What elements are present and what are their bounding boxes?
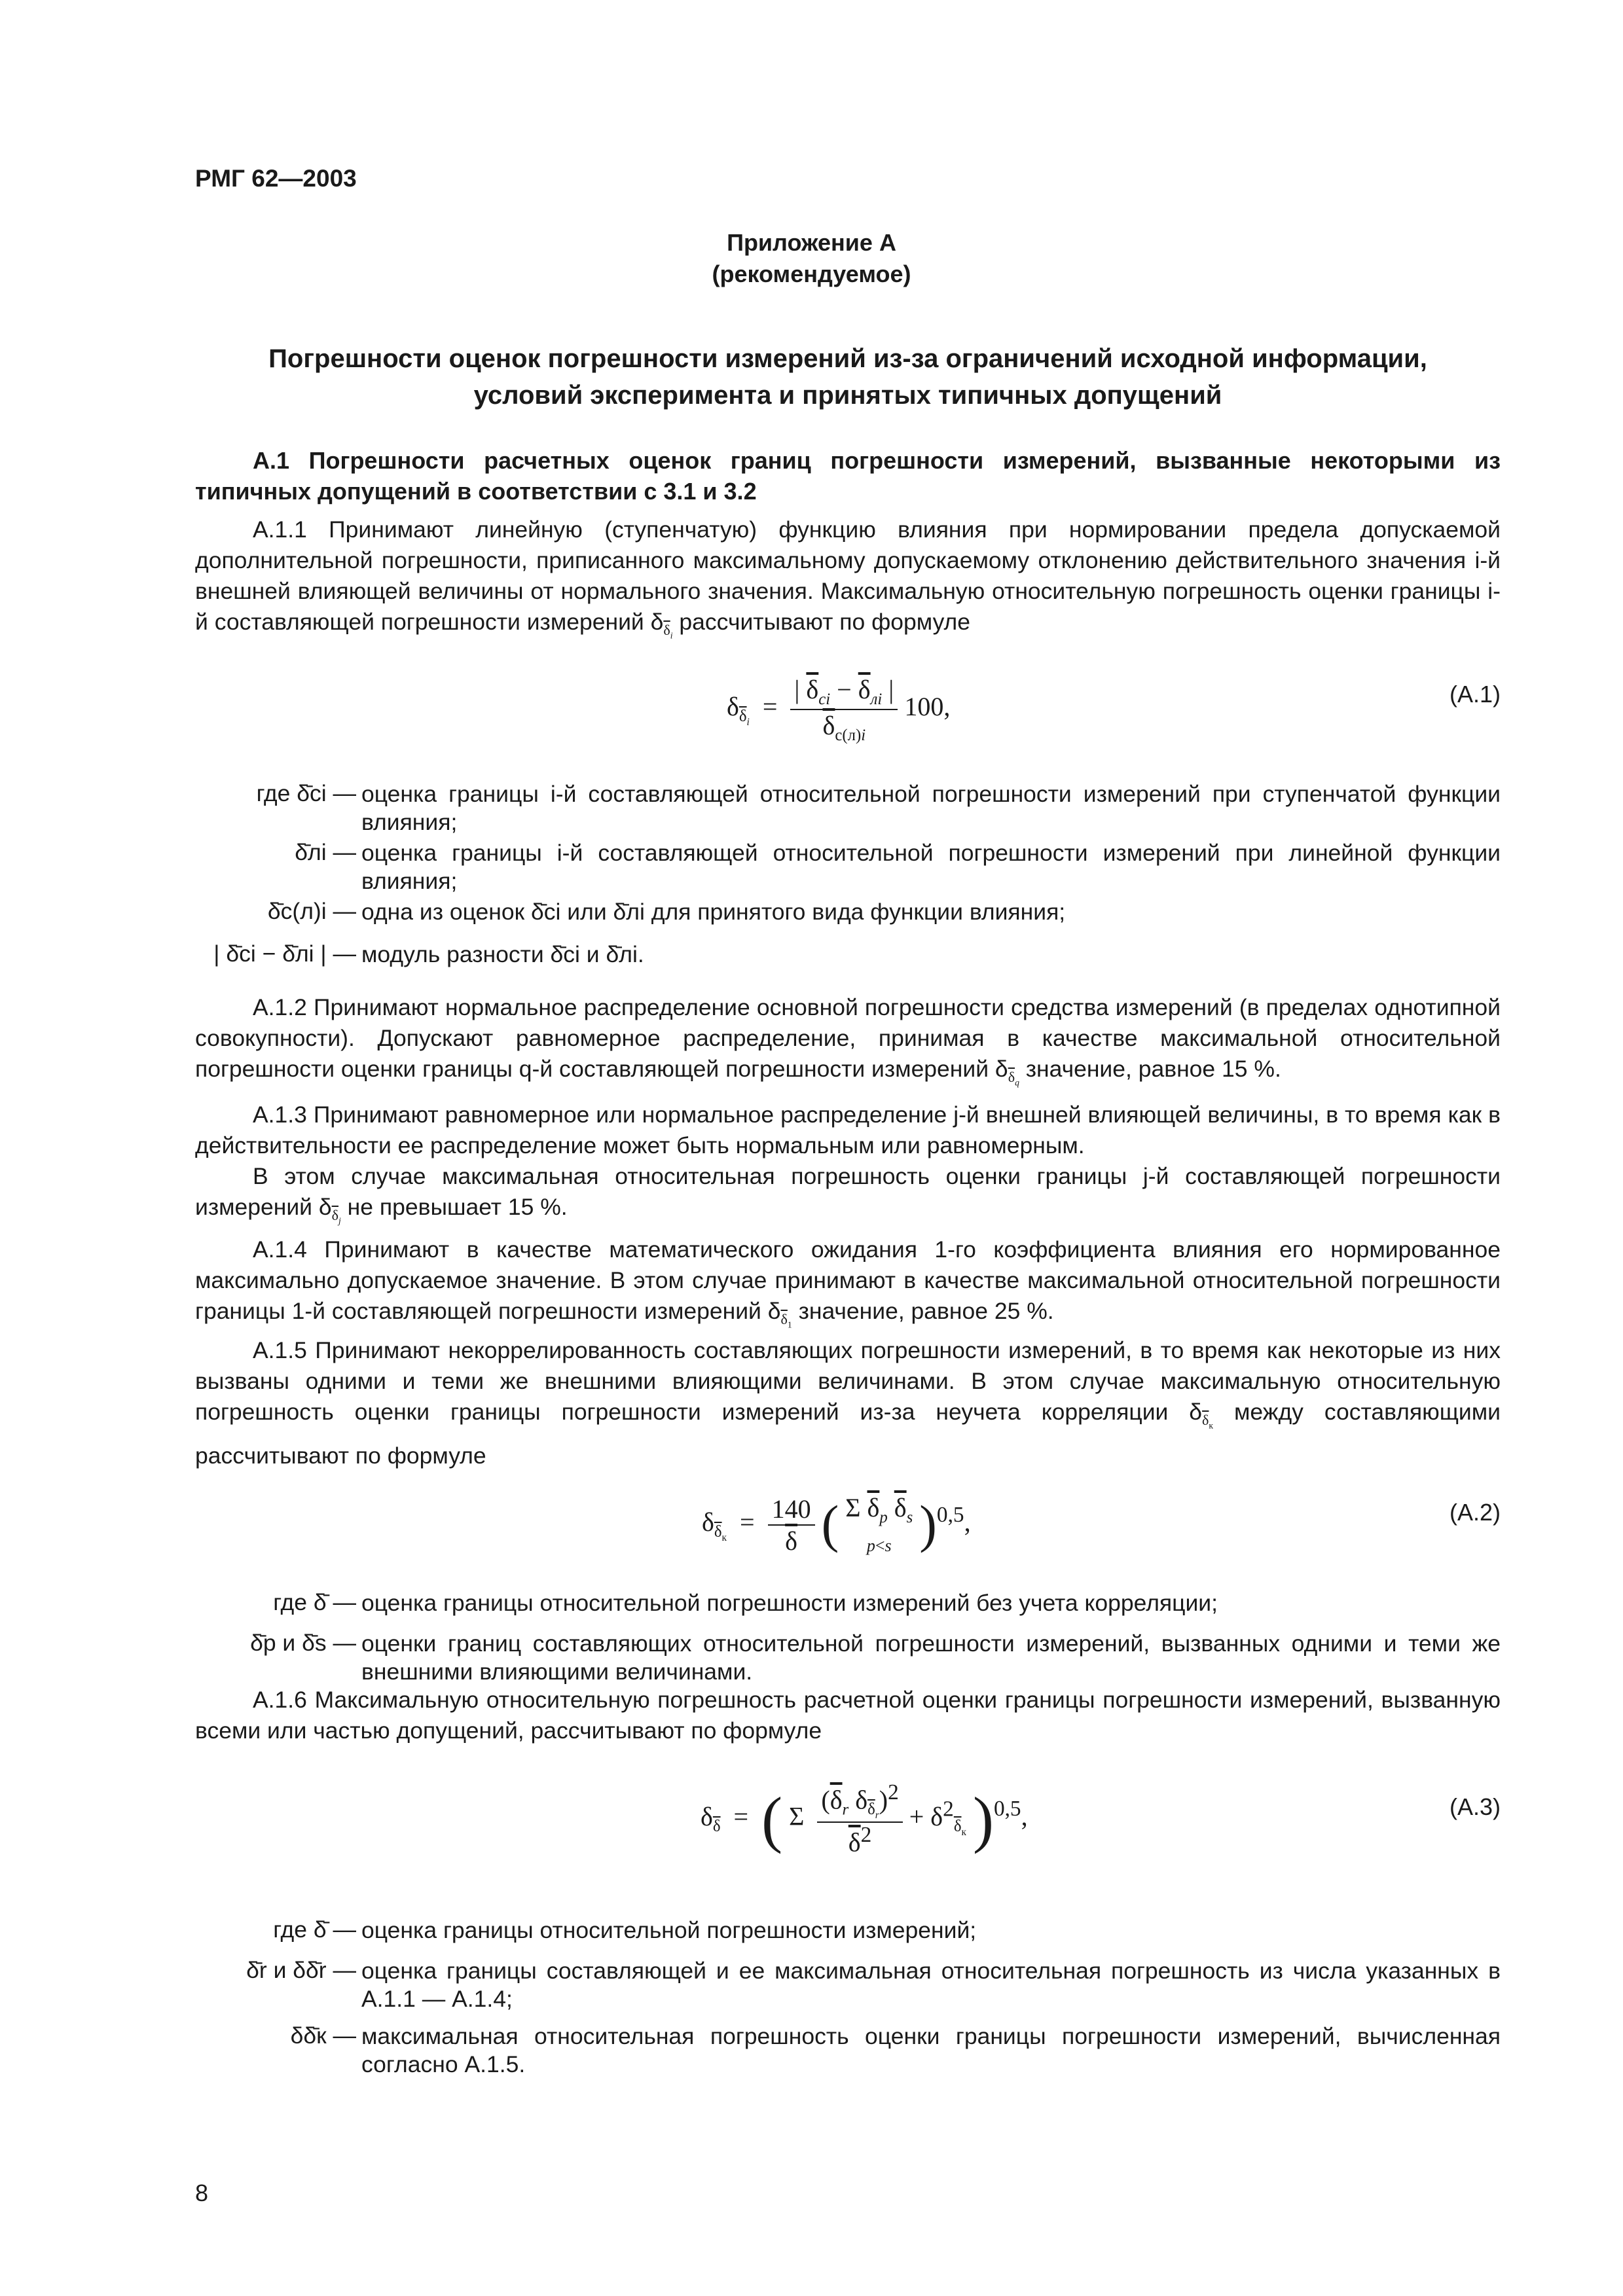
where2-text-0: оценка границы относительной погрешности измерений без учета корреляции; bbox=[361, 1590, 1218, 1616]
paragraph-a15-text: А.1.5 Принимают некоррелированность составляющих погрешности измерений, в то время как некоторые из них вызваны одними и теми же внешними влияющими величинами. В этом случае максимальную относительную погрешность оценки границы погрешности измерений из-за неучета корреляции δ bbox=[195, 1337, 1501, 1425]
paragraph-a13-text2: В этом случае максимальная относительная погрешность оценки границы j-й составляющей погрешности измерений δ bbox=[195, 1163, 1501, 1220]
document-code: РМГ 62—2003 bbox=[195, 165, 357, 192]
where1-label-3: | δ̄ci − δ̄лi | — bbox=[213, 941, 356, 967]
section-a1-heading-text: А.1 Погрешности расчетных оценок границ погрешности измерений, вызванные некоторыми из типичных допущений в соответствии с 3.1 и 3.2 bbox=[195, 447, 1501, 505]
paragraph-a13: А.1.3 Принимают равномерное или нормальное распределение j-й внешней влияющей величины, в то время как в действительности ее распределение может быть нормальным или равномерным. В этом случае максимальная относительная погрешность оценки границы j-й составляющей погрешности измерений $\delta_{\overline{\delta}_j}$ не превышает 15 %. bbox=[195, 1100, 1501, 1236]
where1-label-1: δ̄лi — bbox=[295, 839, 356, 865]
page-number: 8 bbox=[195, 2179, 209, 2206]
paragraph-a13-text: А.1.3 Принимают равномерное или нормальное распределение j-й внешней влияющей величины, в то время как в действительности ее распределение может быть нормальным или равномерным. bbox=[195, 1102, 1501, 1158]
where3-text-0: оценка границы относительной погрешности измерений; bbox=[361, 1917, 977, 1943]
appendix-title: Приложение А bbox=[727, 229, 896, 256]
formula-a2-number: (А.2) bbox=[1449, 1499, 1501, 1526]
formula-a1-number: (А.1) bbox=[1449, 681, 1501, 708]
where2-text-1: оценки границ составляющих относительной погрешности измерений, вызванных одними и теми же внешними влияющими величинами. bbox=[361, 1630, 1501, 1685]
formula-a3-number: (А.3) bbox=[1449, 1793, 1501, 1820]
formula-a2-exponent: 0,5 bbox=[936, 1502, 964, 1527]
where1-text-2: одна из оценок δ̄ci или δ̄лi для принятого вида функции влияния; bbox=[361, 899, 1066, 925]
where2-label-0: где δ̄ — bbox=[273, 1589, 356, 1615]
where3-label-0: где δ̄ — bbox=[273, 1916, 356, 1943]
paragraph-a12-text: А.1.2 Принимают нормальное распределение основной погрешности средства измерений (в пределах однотипной совокупности). Допускают равномерное распределение, принимая в качестве максимальной относительной погрешности оценки границы q-й составляющей погрешности измерений δ bbox=[195, 994, 1501, 1082]
where1-text-0: оценка границы i-й составляющей относительной погрешности измерений при ступенчатой функции влияния; bbox=[361, 781, 1501, 835]
section-a1-heading bbox=[195, 445, 1501, 507]
paragraph-a11: А.1.1 Принимают линейную (ступенчатую) функцию влияния при нормировании предела допускаемой дополнительной погрешности, приписанного максимальному допускаемому отклонению действительного значения i-й внешней влияющей величины от нормального значения. Максимальную относительную погрешность оценки границы i-й составляющей погрешности измерений $\delta_{\overline{\delta}_i}$ рассчитывают по формуле bbox=[195, 516, 1501, 641]
formula-a2-coef: 140 bbox=[768, 1494, 815, 1526]
formula-a1: $\delta_{\overline{\delta}_i}$ = $\frac{| \overline{\delta}_{ci} - \overline{\delta}_{лi} |}{\overline{\delta}_{с(л)i}}$ 100, bbox=[727, 675, 951, 744]
paragraph-a16-text: А.1.6 Максимальную относительную погрешность расчетной оценки границы погрешности измерений, вызванную всеми или частью допущений, рассчитывают по формуле bbox=[195, 1687, 1501, 1744]
where1-text-1: оценка границы i-й составляющей относительной погрешности измерений при линейной функции влияния; bbox=[361, 840, 1501, 894]
where2-label-1: δ̄p и δ̄s — bbox=[250, 1630, 356, 1656]
formula-a1-factor: 100, bbox=[904, 692, 951, 722]
paragraph-a14-text-end: значение, равное 25 %. bbox=[792, 1298, 1054, 1324]
formula-a3: $\delta_{\overline{\delta}}$ = ( Σ $\frac{(\overline{\delta}_r \delta_{\overline{\delta}_r})^2}{\overline{\delta}^2}$ + $\delta^2_{\overline{\delta}_к}$ )$^{0,5}$, bbox=[701, 1780, 1028, 1857]
paragraph-a15: А.1.5 Принимают некоррелированность составляющих погрешности измерений, в то время как некоторые из них вызваны одними и теми же внешними влияющими величинами. В этом случае максимальную относительную погрешность оценки границы погрешности измерений из-за неучета корреляции $\delta_{\overline{\delta}_к}$ между составляющими рассчитывают по формуле bbox=[195, 1337, 1501, 1469]
paragraph-a16 bbox=[195, 1685, 1501, 1746]
paragraph-a14-text: А.1.4 Принимают в качестве математического ожидания 1-го коэффициента влияния его нормированное максимально допускаемое значение. В этом случае принимают в качестве максимальной относительной погрешности границы 1-й составляющей погрешности измерений δ bbox=[195, 1236, 1501, 1324]
where3-label-1: δ̄r и δδ̄r — bbox=[246, 1957, 356, 1983]
paragraph-a11-text: А.1.1 Принимают линейную (ступенчатую) функцию влияния при нормировании предела допускаемой дополнительной погрешности, приписанного максимальному допускаемому отклонению действительного значения i-й внешней влияющей величины от нормального значения. Максимальную относительную погрешность оценки границы i-й составляющей погрешности измерений δ bbox=[195, 516, 1501, 635]
paragraph-a14: А.1.4 Принимают в качестве математического ожидания 1-го коэффициента влияния его нормированное максимально допускаемое значение. В этом случае принимают в качестве максимальной относительной погрешности границы 1-й составляющей погрешности измерений $\delta_{\overline{\delta}_1}$ значение, равное 25 %. bbox=[195, 1236, 1501, 1330]
where1-text-3: модуль разности δ̄ci и δ̄лi. bbox=[361, 941, 644, 967]
where1-label-0: где δ̄ci — bbox=[256, 780, 356, 806]
where3-text-1: оценка границы составляющей и ее максимальная относительная погрешность из числа указанных в А.1.1 — А.1.4; bbox=[361, 1958, 1501, 2012]
where1-label-2: δ̄с(л)i — bbox=[267, 898, 356, 924]
main-title-line1: Погрешности оценок погрешности измерений из-за ограничений исходной информации, bbox=[268, 344, 1427, 373]
where3-text-2: максимальная относительная погрешность оценки границы погрешности измерений, вычисленная согласно А.1.5. bbox=[361, 2023, 1501, 2077]
appendix-status: (рекомендуемое) bbox=[712, 260, 911, 287]
main-title bbox=[195, 340, 1501, 414]
formula-a3-exponent: 0,5 bbox=[993, 1797, 1021, 1821]
paragraph-a12-text-end: значение, равное 15 %. bbox=[1019, 1056, 1281, 1082]
paragraph-a11-text-end: рассчитывают по формуле bbox=[672, 609, 971, 635]
paragraph-a15-text-end: между составляющими рассчитывают по формуле bbox=[195, 1399, 1501, 1469]
paragraph-a12: А.1.2 Принимают нормальное распределение основной погрешности средства измерений (в пределах однотипной совокупности). Допускают равномерное распределение, принимая в качестве максимальной относительной погрешности оценки границы q-й составляющей погрешности измерений $\delta_{\overline{\delta}_q}$ значение, равное 15 %. bbox=[195, 994, 1501, 1088]
main-title-line2: условий эксперимента и принятых типичных допущений bbox=[473, 381, 1222, 410]
paragraph-a13-text2-end: не превышает 15 %. bbox=[340, 1194, 568, 1220]
formula-a2: $\delta_{\overline{\delta}_к}$ = $\frac{140}{\delta}$ ( Σ $\overline{\delta}_p$ $\overline{\delta}_s$ p<s )$^{0,5}$, bbox=[702, 1493, 971, 1556]
where3-label-2: δδ̄к — bbox=[290, 2022, 356, 2049]
